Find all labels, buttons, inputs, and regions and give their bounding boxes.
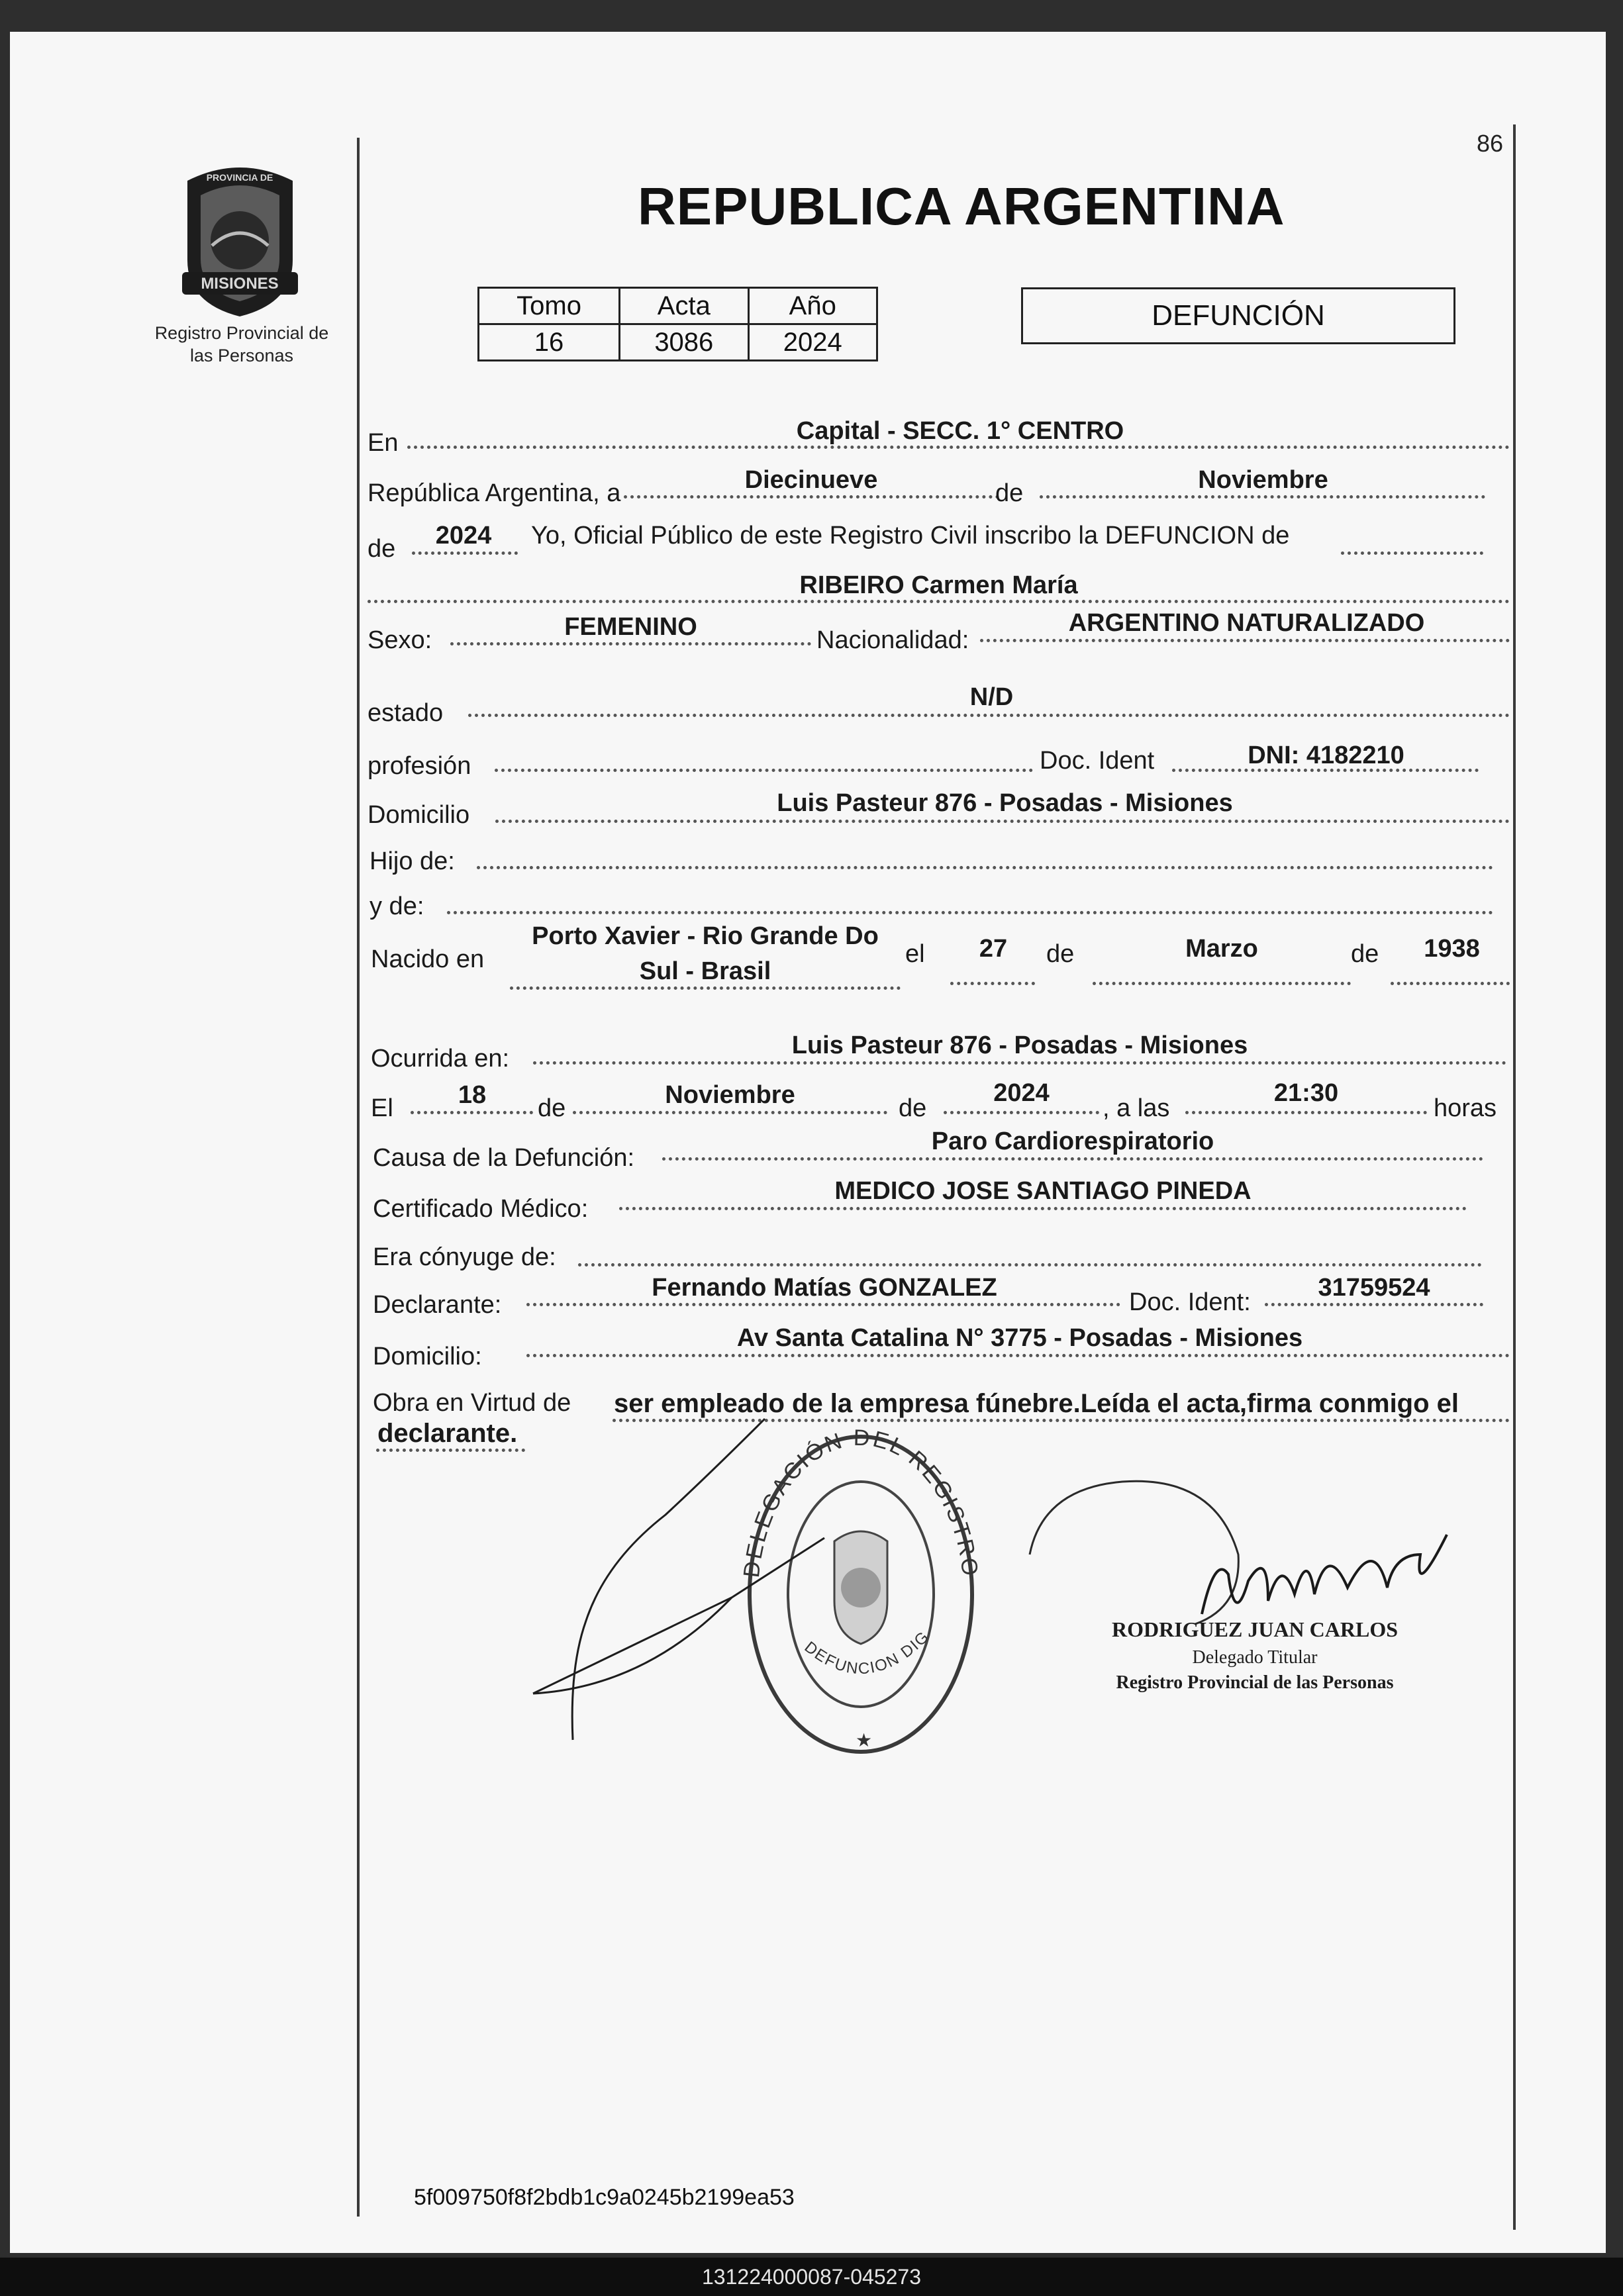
de-label: de: [995, 479, 1024, 507]
birth-day: 27: [979, 935, 1008, 963]
svg-text:PROVINCIA DE: PROVINCIA DE: [206, 172, 273, 183]
day-value: Diecinueve: [744, 466, 878, 494]
header-acta: Acta: [620, 288, 748, 324]
conyuge-label: Era cónyuge de:: [373, 1243, 556, 1271]
nacido-label: Nacido en: [371, 945, 485, 973]
death-day-line: [411, 1111, 533, 1114]
birth-year: 1938: [1424, 935, 1480, 963]
document-type-box: DEFUNCIÓN: [1021, 287, 1455, 344]
signatory-org: Registro Provincial de las Personas: [1116, 1672, 1394, 1693]
profesion-line: [495, 769, 1033, 772]
doc-ident-label: Doc. Ident: [1040, 747, 1155, 775]
document-hash: 5f009750f8f2bdb1c9a0245b2199ea53: [414, 2185, 795, 2210]
svg-text:★: ★: [856, 1729, 873, 1751]
estado-value: N/D: [969, 683, 1014, 711]
yde-line: [447, 911, 1493, 914]
declarante-label: Declarante:: [373, 1291, 502, 1319]
conyuge-line: [578, 1263, 1482, 1267]
death-month: Noviembre: [665, 1081, 795, 1109]
declarant-signature: [513, 1409, 858, 1753]
declarante-value: Fernando Matías GONZALEZ: [652, 1274, 997, 1302]
ocurrida-line: [533, 1061, 1506, 1065]
ano-value: 2024: [748, 324, 877, 361]
declarante-doc-label: Doc. Ident:: [1129, 1288, 1251, 1316]
birth-month-line: [1093, 982, 1351, 985]
provincia-misiones-logo: [175, 161, 305, 320]
birth-de1-label: de: [1046, 940, 1075, 968]
death-year: 2024: [993, 1079, 1050, 1107]
certificado-value: MEDICO JOSE SANTIAGO PINEDA: [834, 1177, 1252, 1205]
obra-line2: [376, 1449, 525, 1452]
domicilio-label: Domicilio: [368, 801, 470, 829]
ocurrida-label: Ocurrida en:: [371, 1045, 510, 1073]
signatory-block: [1069, 1617, 1440, 1694]
certificado-line: [619, 1207, 1467, 1210]
header-ano: Año: [748, 288, 877, 324]
year-value: 2024: [435, 522, 492, 550]
obra-label: Obra en Virtud de: [373, 1389, 571, 1417]
en-value: Capital - SECC. 1° CENTRO: [796, 417, 1124, 445]
day-line: [624, 495, 999, 499]
estado-label: estado: [368, 699, 444, 727]
deceased-name: RIBEIRO Carmen María: [799, 571, 1078, 599]
svg-text:DEFUNCION DIGITAL: DEFUNCION DIG: [801, 1627, 934, 1678]
registry-name: [142, 322, 341, 367]
obra-value-line1: ser empleado de la empresa fúnebre.Leída el acta,firma conmigo el: [614, 1389, 1459, 1418]
causa-value: Paro Cardiorespiratorio: [931, 1127, 1214, 1155]
declarante-doc-value: 31759524: [1318, 1274, 1430, 1302]
el2-label: El: [371, 1094, 393, 1122]
registry-table-value-row: [479, 324, 877, 361]
death-de2-label: de: [899, 1094, 927, 1122]
tomo-value: 16: [479, 324, 620, 361]
en-line: [407, 446, 1510, 449]
domicilio-value: Luis Pasteur 876 - Posadas - Misiones: [777, 789, 1233, 817]
yo-line: [1341, 551, 1483, 555]
right-margin-rule: [1513, 124, 1516, 2230]
doc-ident-line: [1172, 769, 1479, 772]
hijo-label: Hijo de:: [369, 847, 455, 875]
estado-line: [468, 714, 1510, 717]
domicilio2-line: [526, 1354, 1510, 1357]
doc-ident-value: DNI: 4182210: [1248, 741, 1404, 769]
obra-value-line2: declarante.: [377, 1419, 518, 1448]
year-prefix-label: de: [368, 535, 396, 563]
acta-value: 3086: [620, 324, 748, 361]
registry-name-line2: las Personas: [189, 346, 294, 365]
nacionalidad-label: Nacionalidad:: [816, 626, 969, 654]
page-number: 86: [1477, 130, 1504, 157]
registry-name-line1: Registro Provincial de: [154, 323, 329, 343]
death-month-line: [573, 1111, 887, 1114]
death-day: 18: [458, 1081, 487, 1109]
declarante-doc-line: [1265, 1303, 1483, 1306]
el-label: el: [905, 940, 925, 968]
republica-label: República Argentina, a: [368, 479, 621, 507]
domicilio2-label: Domicilio:: [373, 1343, 482, 1370]
month-value: Noviembre: [1198, 466, 1328, 494]
left-margin-rule: [357, 138, 360, 2217]
birth-month: Marzo: [1185, 935, 1258, 963]
birth-day-line: [950, 982, 1035, 985]
signatory-name: RODRIGUEZ JUAN CARLOS: [1111, 1617, 1399, 1641]
signatory-role: Delegado Titular: [1192, 1647, 1318, 1668]
certificate-page: [10, 32, 1606, 2253]
nacido-value-line2: Sul - Brasil: [639, 957, 771, 985]
month-line: [1040, 495, 1485, 499]
header-tomo: Tomo: [479, 288, 620, 324]
nacionalidad-value: ARGENTINO NATURALIZADO: [1068, 609, 1425, 637]
death-time: 21:30: [1273, 1079, 1339, 1107]
document-title: REPUBLICA ARGENTINA: [638, 177, 1285, 236]
footer-code: 131224000087-045273: [0, 2258, 1623, 2296]
svg-text:DELEGACIÓN DEL REGISTRO DE LAS: ELEGACIÓN DEL REGISTR: [742, 1425, 980, 1562]
sexo-value: FEMENINO: [564, 613, 697, 641]
death-year-line: [944, 1111, 1099, 1114]
domicilio2-value: Av Santa Catalina N° 3775 - Posadas - Misiones: [736, 1324, 1303, 1352]
svg-text:MISIONES: MISIONES: [201, 275, 279, 293]
nacionalidad-line: [980, 639, 1510, 642]
yo-text: Yo, Oficial Público de este Registro Civil inscribo la DEFUNCION de: [531, 522, 1290, 550]
horas-label: horas: [1434, 1094, 1497, 1122]
deceased-line: [368, 600, 1510, 603]
death-de1-label: de: [538, 1094, 566, 1122]
sexo-label: Sexo:: [368, 626, 432, 654]
birth-de2-label: de: [1351, 940, 1379, 968]
declarante-line: [526, 1303, 1120, 1306]
nacido-value-line1: Porto Xavier - Rio Grande Do: [532, 922, 879, 950]
birth-year-line: [1391, 982, 1510, 985]
causa-label: Causa de la Defunción:: [373, 1144, 635, 1172]
yde-label: y de:: [369, 892, 424, 920]
nacido-line: [510, 986, 901, 990]
domicilio-line: [495, 820, 1510, 823]
year-line: [412, 551, 518, 555]
hijo-line: [477, 866, 1493, 869]
certificado-label: Certificado Médico:: [373, 1195, 589, 1223]
registry-table: [477, 287, 878, 361]
en-label: En: [368, 429, 399, 457]
sexo-line: [450, 642, 811, 646]
registry-table-header-row: [479, 288, 877, 324]
alas-label: , a las: [1103, 1094, 1170, 1122]
causa-line: [662, 1157, 1483, 1161]
profesion-label: profesión: [368, 752, 471, 780]
ocurrida-value: Luis Pasteur 876 - Posadas - Misiones: [791, 1031, 1248, 1059]
death-time-line: [1185, 1111, 1427, 1114]
